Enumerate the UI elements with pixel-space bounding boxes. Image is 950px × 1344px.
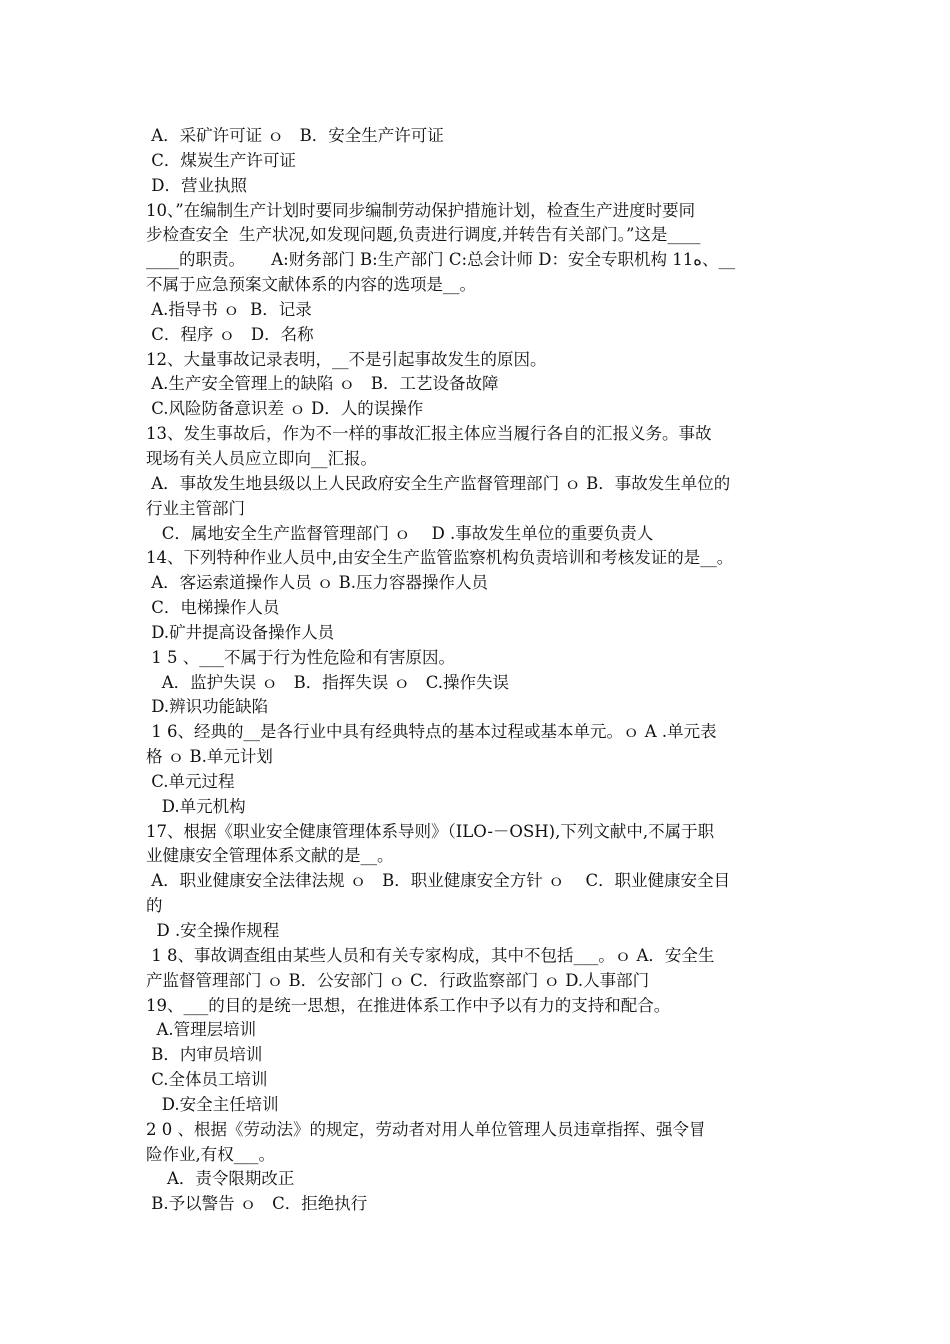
text-line: 产监督管理部门 ｏ B．公安部门 ｏ C．行政监察部门 ｏ D.人事部门	[146, 970, 650, 990]
text-line: 19、___的目的是统一思想，在推进体系工作中予以有力的支持和配合。	[146, 995, 671, 1015]
text-line: A.生产安全管理上的缺陷 ｏ B．工艺设备故障	[146, 374, 499, 394]
text-line: 格 ｏ B.单元计划	[146, 747, 273, 767]
text-line: C．属地安全生产监督管理部门 ｏ D .事故发生单位的重要负责人	[146, 523, 654, 543]
text-line: A.指导书 ｏ B．记录	[146, 299, 312, 319]
document-page	[146, 124, 811, 1217]
text-line: 13、发生事故后，作为不一样的事故汇报主体应当履行各自的汇报义务。事故	[146, 424, 712, 444]
text-line: 的	[146, 896, 163, 916]
text-line: 1 5 、___不属于行为性危险和有害原因。	[146, 647, 455, 667]
text-line: D.单元机构	[146, 796, 246, 816]
text-line: B.予以警告 ｏ C．拒绝执行	[146, 1194, 368, 1214]
text-line: D.辨识功能缺陷	[146, 697, 269, 717]
text-line: A.管理层培训	[146, 1020, 257, 1040]
text-line: A．客运索道操作人员 ｏ B.压力容器操作人员	[146, 573, 489, 593]
text-line: A．采矿许可证 ｏ B．安全生产许可证	[146, 126, 444, 145]
text-line: 险作业,有权___。	[146, 1144, 275, 1164]
text-line: D .安全操作规程	[146, 921, 280, 940]
text-line: 现场有关人员应立即向__汇报。	[146, 448, 377, 468]
text-line: 2 0 、根据《劳动法》的规定，劳动者对用人单位管理人员违章指挥、强令冒	[146, 1119, 706, 1139]
text-line: 行业主管部门	[146, 498, 245, 518]
text-line: A．事故发生地县级以上人民政府安全生产监督管理部门 ｏ B．事故发生单位的	[146, 473, 731, 493]
text-line: 1 6、经典的__是各行业中具有经典特点的基本过程或基本单元。ｏ A .单元表	[146, 722, 717, 742]
text-line: 业健康安全管理体系文献的是__。	[146, 846, 394, 866]
text-line: C.单元过程	[146, 771, 235, 791]
text-line: 1 8、事故调查组由某些人员和有关专家构成，其中不包括___。ｏ A．安全生	[146, 945, 715, 965]
text-line: C．煤炭生产许可证	[146, 150, 296, 170]
text-line: B．内审员培训	[146, 1045, 263, 1065]
text-line: 12、大量事故记录表明，__不是引起事故发生的原因。	[146, 349, 547, 369]
text-line: A．监护失误 ｏ B．指挥失误 ｏ C.操作失误	[146, 672, 510, 692]
text-line: A．职业健康安全法律法规 ｏ B．职业健康安全方针 ｏ C．职业健康安全目	[146, 871, 731, 891]
text-line: 步检查安全 生产状况,如发现问题,负责进行调度,并转告有关部门。”这是____	[146, 225, 701, 245]
text-line: 不属于应急预案文献体系的内容的选项是__。	[146, 275, 476, 295]
text-line: 14、下列特种作业人员中,由安全生产监管监察机构负责培训和考核发证的是__。	[146, 548, 734, 568]
text-line: C．程序 ｏ D．名称	[146, 324, 314, 344]
text-line: C.风险防备意识差 ｏ D．人的误操作	[146, 399, 424, 419]
text-line: 17、根据《职业安全健康管理体系导则》（ILO-－OSH),下列文献中,不属于职	[146, 821, 715, 841]
text-line: C．电梯操作人员	[146, 598, 280, 618]
text-line: 10、”在编制生产计划时要同步编制劳动保护措施计划，检查生产进度时要同	[146, 200, 696, 220]
text-line: D.矿井提高设备操作人员	[146, 622, 335, 642]
text-line: D．营业执照	[146, 175, 247, 195]
text-line: A．责令限期改正	[146, 1169, 295, 1189]
text-line: D.安全主任培训	[146, 1094, 279, 1114]
text-line: ____的职责。 A:财务部门 B:生产部门 C:总会计师 D：安全专职机构 11ﻩ、__	[146, 250, 735, 270]
text-line: C.全体员工培训	[146, 1070, 268, 1090]
